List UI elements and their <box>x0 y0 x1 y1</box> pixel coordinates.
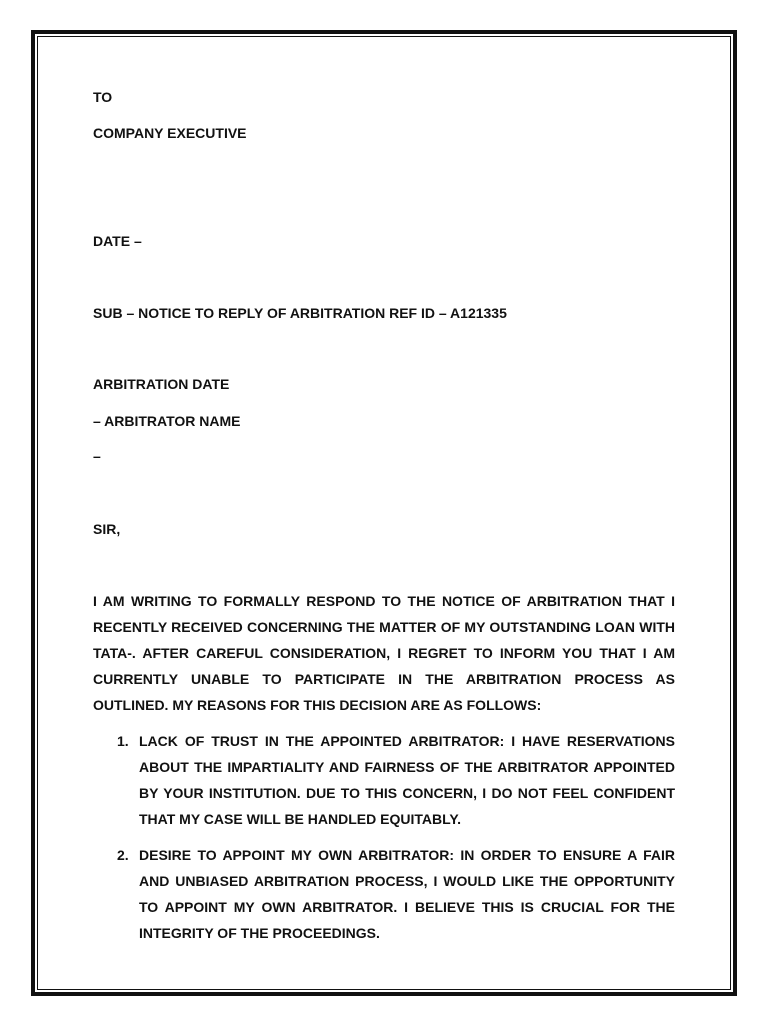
list-item <box>93 842 675 946</box>
arbitration-date-line: ARBITRATION DATE <box>93 376 230 392</box>
subject-line: SUB – NOTICE TO REPLY OF ARBITRATION REF ID – A121335 <box>93 305 507 321</box>
reasons-list <box>93 728 675 956</box>
to-line: TO <box>93 89 113 105</box>
dash-line: – <box>93 448 101 464</box>
date-line: DATE – <box>93 233 142 249</box>
list-number: 1. <box>117 733 129 749</box>
list-item <box>93 728 675 832</box>
salutation: SIR, <box>93 521 121 537</box>
recipient-line: COMPANY EXECUTIVE <box>93 125 247 141</box>
list-text: DESIRE TO APPOINT MY OWN ARBITRATOR: IN ORDER TO ENSURE A FAIR AND UNBIASED ARBITRATION PROCESS, I WOULD LIKE THE OPPORTUNITY TO APPOINT MY OWN ARBITRATOR. I BELIEVE THIS IS CRUCIAL FOR THE INTEGRITY OF THE PROCEEDINGS. <box>139 847 675 941</box>
list-text: LACK OF TRUST IN THE APPOINTED ARBITRATOR: I HAVE RESERVATIONS ABOUT THE IMPARTIALITY AND FAIRNESS OF THE ARBITRATOR APPOINTED BY YOUR INSTITUTION. DUE TO THIS CONCERN, I DO NOT FEEL CONFIDENT THAT MY CASE WILL BE HANDLED EQUITABLY. <box>139 733 675 827</box>
arbitrator-name-line: – ARBITRATOR NAME <box>93 413 241 429</box>
list-number: 2. <box>117 847 129 863</box>
intro-paragraph: I AM WRITING TO FORMALLY RESPOND TO THE NOTICE OF ARBITRATION THAT I RECENTLY RECEIVED CONCERNING THE MATTER OF MY OUTSTANDING LOAN WITH TATA-. AFTER CAREFUL CONSIDERATION, I REGRET TO INFORM YOU THAT I AM CURRENTLY UNABLE TO PARTICIPATE IN THE ARBITRATION PROCESS AS OUTLINED. MY REASONS FOR THIS DECISION ARE AS FOLLOWS: <box>93 593 675 713</box>
